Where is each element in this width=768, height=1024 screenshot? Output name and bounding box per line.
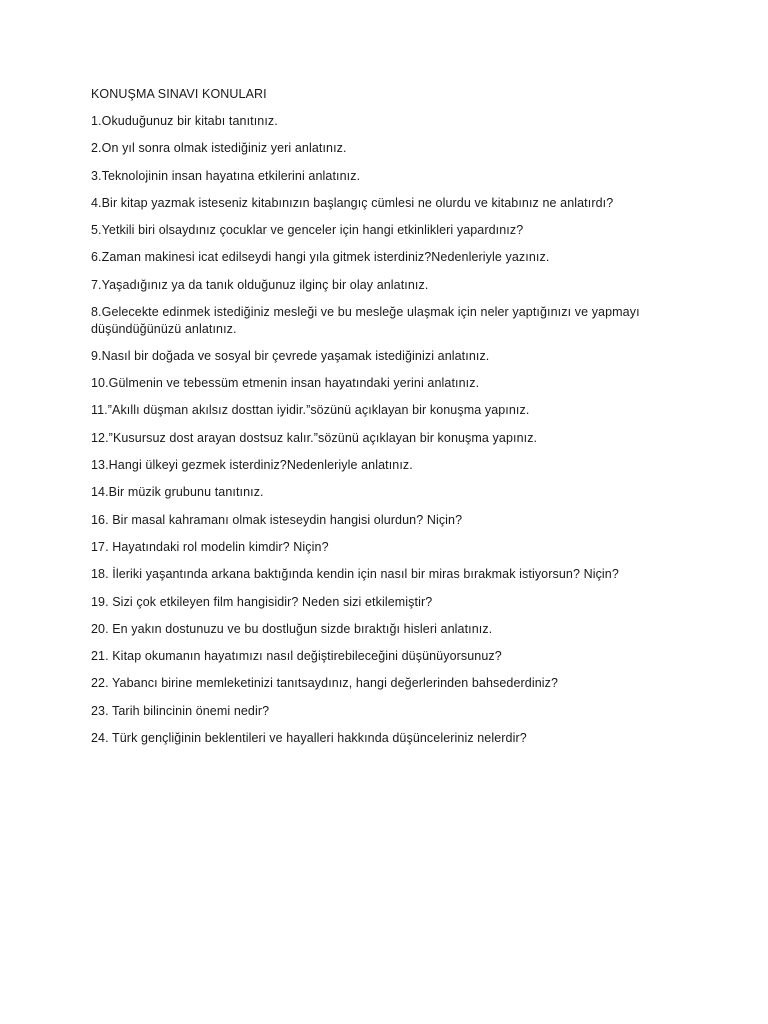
topic-item: 24. Türk gençliğinin beklentileri ve hayalleri hakkında düşünceleriniz nelerdir? [91,731,527,746]
topic-item: 23. Tarih bilincinin önemi nedir? [91,703,270,718]
topic-item: 11.”Akıllı düşman akılsız dosttan iyidir.”sözünü açıklayan bir konuşma yapınız. [91,403,530,418]
topic-item: 21. Kitap okumanın hayatımızı nasıl değiştirebileceğini düşünüyorsunuz? [91,649,502,664]
topic-item: 18. İleriki yaşantında arkana baktığında kendin için nasıl bir miras bırakmak istiyorsun? Niçin? [91,567,619,582]
document-body [91,86,691,757]
topic-item: 19. Sizi çok etkileyen film hangisidir? Neden sizi etkilemiştir? [91,594,433,609]
topic-item: 9.Nasıl bir doğada ve sosyal bir çevrede yaşamak istediğinizi anlatınız. [91,348,490,363]
topic-item: 4.Bir kitap yazmak isteseniz kitabınızın başlangıç cümlesi ne olurdu ve kitabınız ne anlatırdı? [91,195,614,210]
topic-item: 22. Yabancı birine memleketinizi tanıtsaydınız, hangi değerlerinden bahsederdiniz? [91,676,559,691]
topic-item: 17. Hayatındaki rol modelin kimdir? Niçin? [91,539,329,554]
topic-item: 12.”Kusursuz dost arayan dostsuz kalır.”sözünü açıklayan bir konuşma yapınız. [91,430,538,445]
topic-item: 10.Gülmenin ve tebessüm etmenin insan hayatındaki yerini anlatınız. [91,376,480,391]
topic-item: 3.Teknolojinin insan hayatına etkilerini anlatınız. [91,168,361,183]
topic-item: 6.Zaman makinesi icat edilseydi hangi yıla gitmek isterdiniz?Nedenleriyle yazınız. [91,250,550,265]
topic-item: 16. Bir masal kahramanı olmak isteseydin hangisi olurdun? Niçin? [91,512,463,527]
topic-list [91,113,691,747]
topic-item: 14.Bir müzik grubunu tanıtınız. [91,485,264,500]
topic-item: 5.Yetkili biri olsaydınız çocuklar ve genceler için hangi etkinlikleri yapardınız? [91,223,524,238]
topic-item: 13.Hangi ülkeyi gezmek isterdiniz?Nedenleriyle anlatınız. [91,458,413,473]
topic-item: 7.Yaşadığınız ya da tanık olduğunuz ilginç bir olay anlatınız. [91,277,429,292]
topic-item: 2.On yıl sonra olmak istediğiniz yeri anlatınız. [91,141,347,156]
document-title: KONUŞMA SINAVI KONULARI [91,87,267,101]
topic-item: 20. En yakın dostunuzu ve bu dostluğun sizde bıraktığı hisleri anlatınız. [91,621,493,636]
topic-item: 1.Okuduğunuz bir kitabı tanıtınız. [91,114,278,128]
topic-item: 8.Gelecekte edinmek istediğiniz mesleği ve bu mesleğe ulaşmak için neler yaptığınızı ve yapmayı düşündüğünüzü anlatınız. [91,305,640,336]
